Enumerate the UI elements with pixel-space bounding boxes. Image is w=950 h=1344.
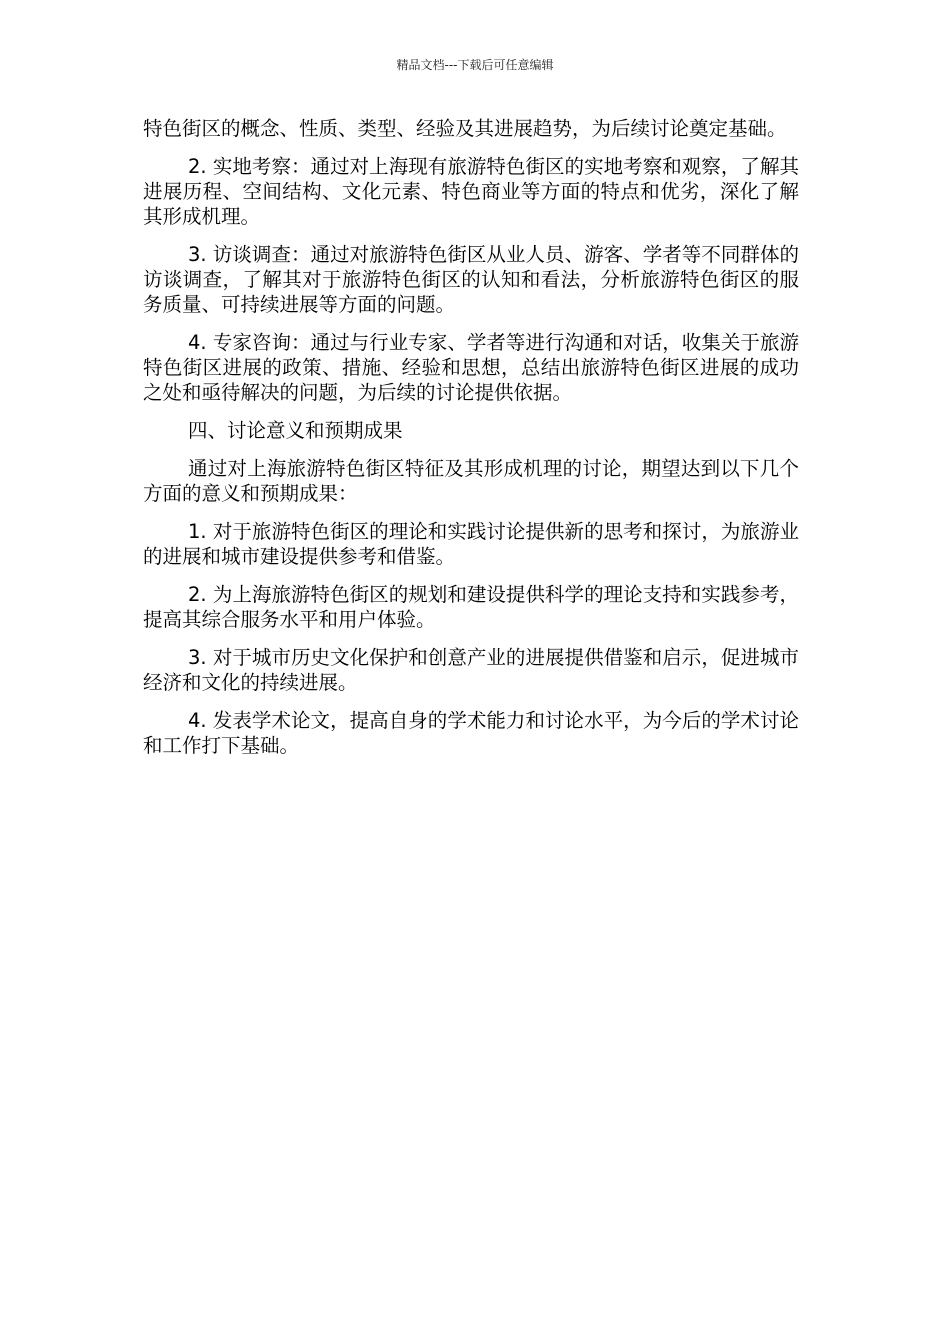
section-heading: 四、讨论意义和预期成果 xyxy=(188,419,403,442)
paragraph-interview-survey: 3. 访谈调查：通过对旅游特色街区从业人员、游客、学者等不同群体的访谈调查，了解其对于旅游特色街区的认知和看法，分析旅游特色街区的服务质量、可持续进展等方面的问题。 xyxy=(143,243,799,316)
list-item-outcome-3: 3. 对于城市历史文化保护和创意产业的进展提供借鉴和启示，促进城市经济和文化的持续进展。 xyxy=(143,646,799,694)
paragraph-expert-consultation: 4. 专家咨询：通过与行业专家、学者等进行沟通和对话，收集关于旅游特色街区进展的政策、措施、经验和思想，总结出旅游特色街区进展的成功之处和亟待解决的问题，为后续的讨论提供依据。 xyxy=(143,331,799,404)
paragraph-intro: 通过对上海旅游特色街区特征及其形成机理的讨论，期望达到以下几个方面的意义和预期成果： xyxy=(143,457,799,505)
paragraph-field-survey: 2. 实地考察：通过对上海现有旅游特色街区的实地考察和观察，了解其进展历程、空间结构、文化元素、特色商业等方面的特点和优劣，深化了解其形成机理。 xyxy=(143,155,799,228)
list-item-outcome-4: 4. 发表学术论文，提高自身的学术能力和讨论水平，为今后的学术讨论和工作打下基础。 xyxy=(143,709,799,757)
page-header: 精品文档---下载后可任意编辑 xyxy=(396,58,554,72)
document-body xyxy=(143,116,799,771)
paragraph-continued: 特色街区的概念、性质、类型、经验及其进展趋势，为后续讨论奠定基础。 xyxy=(143,117,787,140)
list-item-outcome-2: 2. 为上海旅游特色街区的规划和建设提供科学的理论支持和实践参考，提高其综合服务水平和用户体验。 xyxy=(143,583,799,631)
list-item-outcome-1: 1. 对于旅游特色街区的理论和实践讨论提供新的思考和探讨，为旅游业的进展和城市建设提供参考和借鉴。 xyxy=(143,520,799,568)
